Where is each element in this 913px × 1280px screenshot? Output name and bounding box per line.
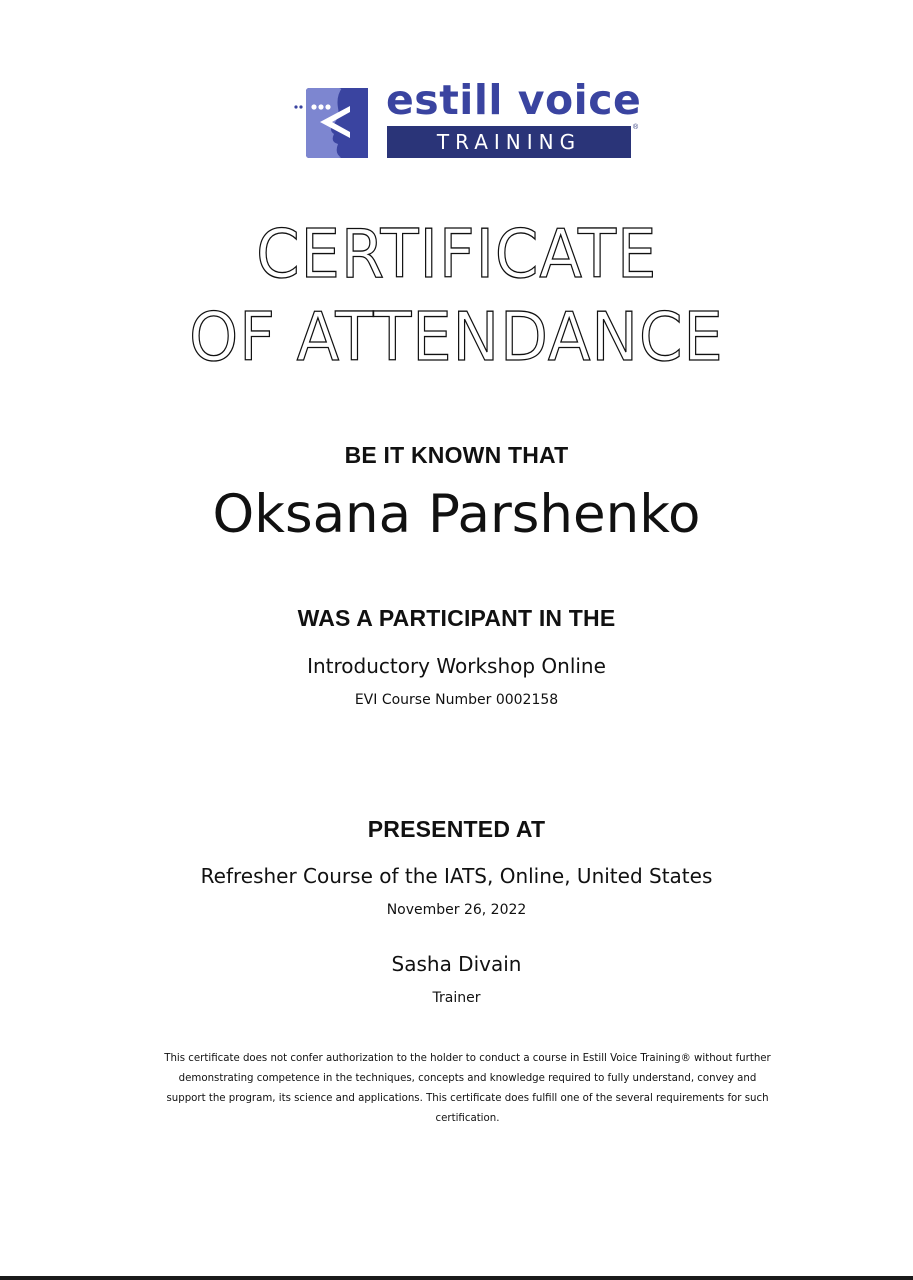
disclaimer-text: This certificate does not confer authorization to the holder to conduct a course in Estill Voice Training® without further demonstrating competence in the techniques, concepts and knowledge required to fully understand, convey and support the program, its science and applications. This certificate does fulfill one of the several requirements for such certification.: [164, 1053, 771, 1124]
logo-tagline: TRAINING: [387, 126, 631, 158]
logo-wordmark: estill voice: [386, 76, 642, 124]
trainer-role: Trainer: [432, 990, 481, 1006]
course-number: EVI Course Number 0002158: [354, 692, 559, 708]
trainer-name: Sasha Divain: [391, 952, 522, 976]
bottom-border: [0, 1276, 913, 1280]
recipient-name: Oksana Parshenko: [212, 484, 701, 545]
course-name: Introductory Workshop Online: [307, 654, 606, 678]
intro-heading: BE IT KNOWN THAT: [344, 442, 569, 468]
profile-face-icon: [294, 86, 368, 158]
registered-mark: ®: [633, 124, 639, 131]
venue: Refresher Course of the IATS, Online, United States: [200, 864, 713, 888]
presented-heading: PRESENTED AT: [367, 816, 546, 842]
certificate-title-line2: OF ATTENDANCE: [189, 298, 724, 376]
participant-heading: WAS A PARTICIPANT IN THE: [297, 605, 616, 631]
event-date: November 26, 2022: [386, 902, 527, 918]
estill-voice-logo: [294, 76, 644, 162]
certificate-title-line1: CERTIFICATE: [255, 215, 658, 293]
